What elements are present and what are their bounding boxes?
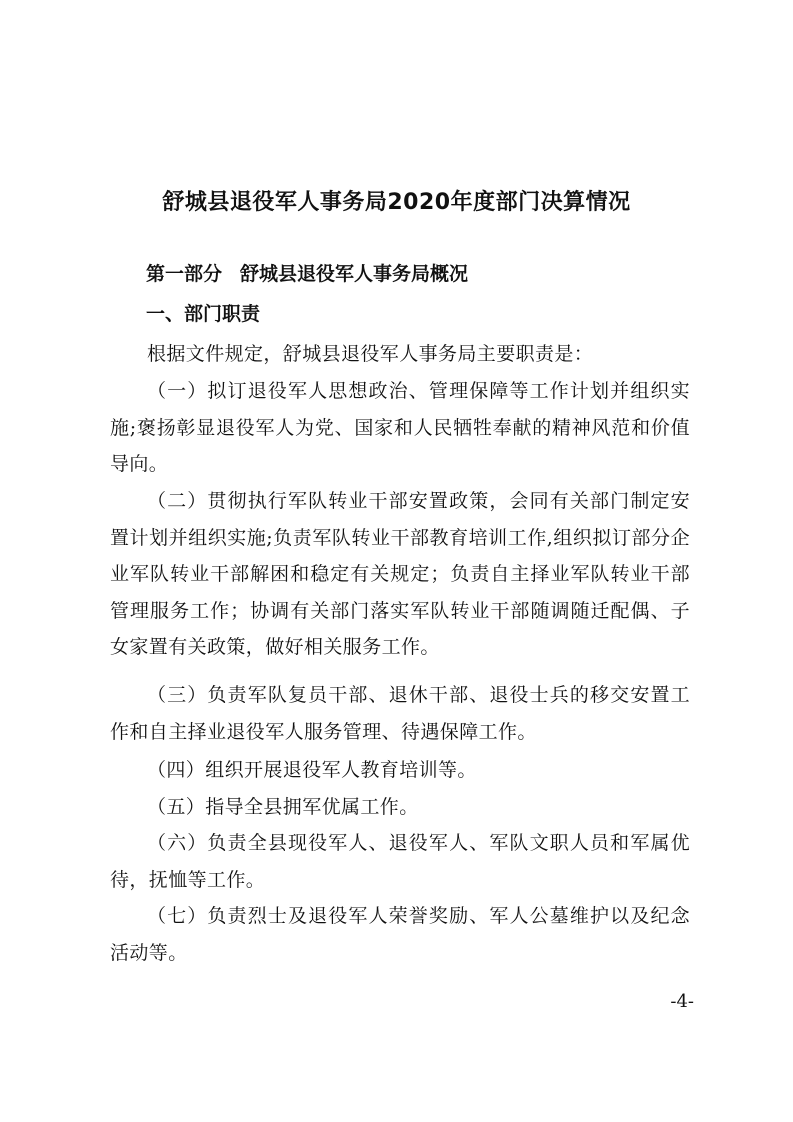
part-title: 舒城县退役军人事务局概况 xyxy=(240,263,469,285)
duty-item-2: （二）贯彻执行军队转业干部安置政策，会同有关部门制定安置计划并组织实施;负责军队转业干部教育培训工作,组织拟订部分企业军队转业干部解困和稳定有关规定；负责自主择业军队转业干部管理服务工作；协调有关部门落实军队转业干部随调随迁配偶、子女家置有关政策，做好相关服务工作。 xyxy=(110,490,690,659)
duty-item-3: （三）负责军队复员干部、退休干部、退役士兵的移交安置工作和自主择业退役军人服务管理、待遇保障工作。 xyxy=(110,684,690,743)
part-heading xyxy=(146,259,468,289)
section-heading: 一、部门职责 xyxy=(146,303,261,325)
document-title: 舒城县退役军人事务局2020年度部门决算情况 xyxy=(162,190,631,215)
duty-item-4: （四）组织开展退役军人教育培训等。 xyxy=(147,759,477,781)
page-number: -4- xyxy=(670,991,694,1012)
duty-item-7: （七）负责烈士及退役军人荣誉奖励、军人公墓维护以及纪念活动等。 xyxy=(110,905,690,964)
part-label: 第一部分 xyxy=(146,263,223,285)
duty-item-6: （六）负责全县现役军人、退役军人、军队文职人员和军属优待，抚恤等工作。 xyxy=(110,832,690,891)
intro-paragraph: 根据文件规定，舒城县退役军人事务局主要职责是： xyxy=(147,343,594,365)
duty-item-1: （一）拟订退役军人思想政治、管理保障等工作计划并组织实施;褒扬彰显退役军人为党、国家和人民牺牲奉献的精神风范和价值导向。 xyxy=(110,380,690,476)
duty-item-5: （五）指导全县拥军优属工作。 xyxy=(147,796,419,818)
